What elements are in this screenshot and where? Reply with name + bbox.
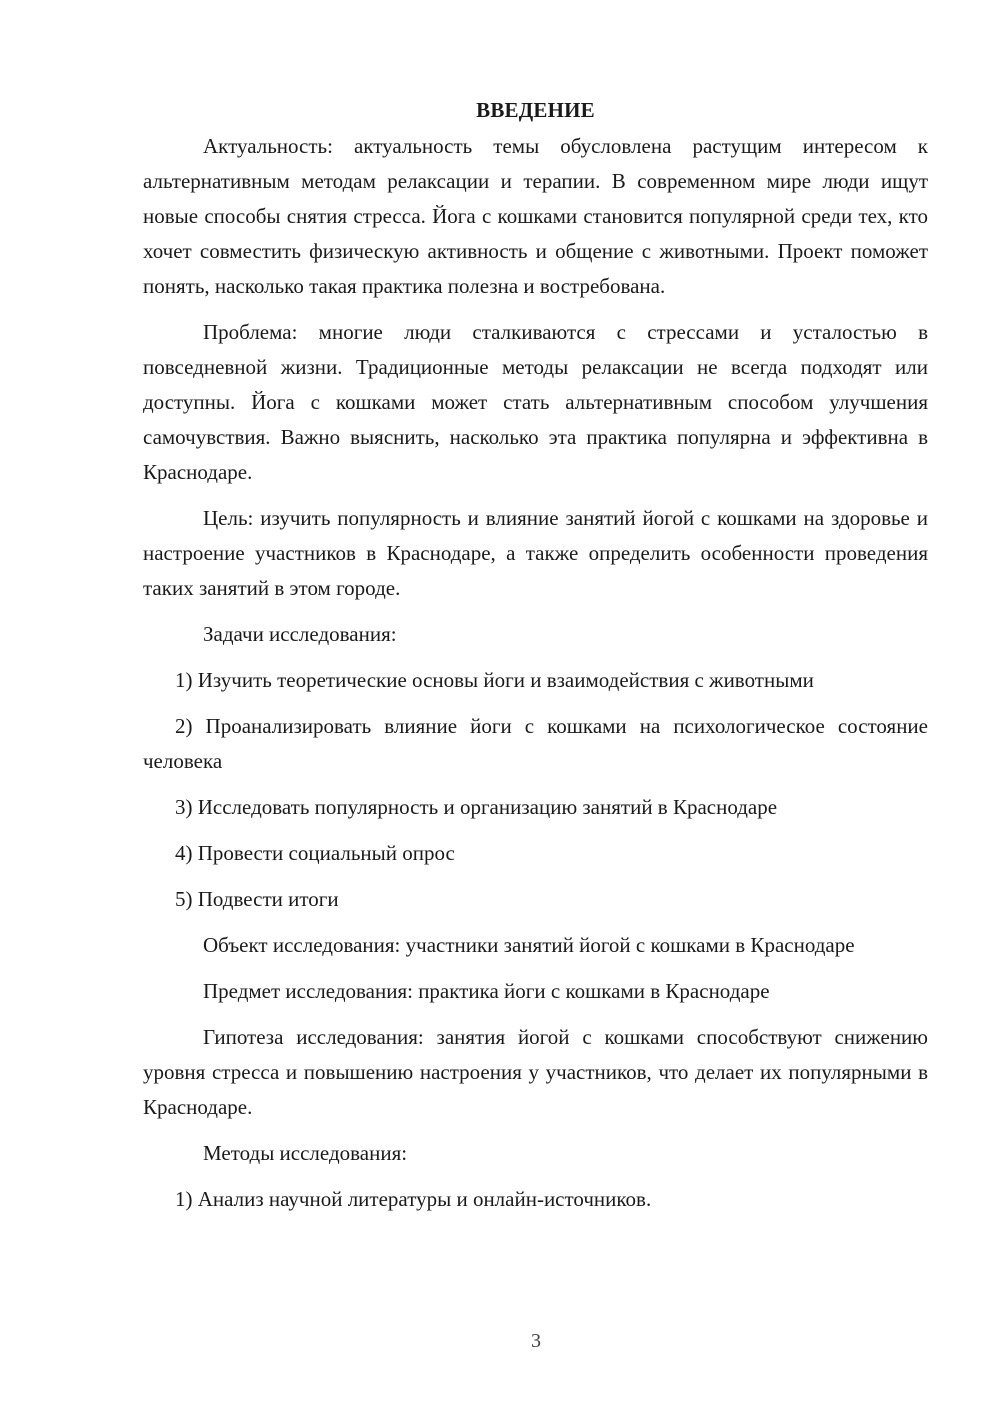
task-item-2: 2) Проанализировать влияние йоги с кошками на психологическое состояние человека <box>143 714 928 773</box>
page-title: ВВЕДЕНИЕ <box>476 98 595 122</box>
subject-paragraph: Предмет исследования: практика йоги с кошками в Краснодаре <box>203 979 770 1003</box>
method-item-1: 1) Анализ научной литературы и онлайн-источников. <box>175 1187 652 1211</box>
task-item-3: 3) Исследовать популярность и организацию занятий в Краснодаре <box>175 795 778 819</box>
page-content <box>143 93 928 1217</box>
methods-heading: Методы исследования: <box>203 1141 408 1165</box>
relevance-paragraph: Актуальность: актуальность темы обусловлена растущим интересом к альтернативным методам релаксации и терапии. В современном мире люди ищут новые способы снятия стресса. Йога с кошками становится популярной среди тех, кто хочет совместить физическую активность и общение с животными. Проект поможет понять, насколько такая практика полезна и востребована. <box>143 134 928 298</box>
tasks-heading: Задачи исследования: <box>203 622 397 646</box>
task-item-1: 1) Изучить теоретические основы йоги и взаимодействия с животными <box>175 668 814 692</box>
task-item-5: 5) Подвести итоги <box>175 887 339 911</box>
goal-paragraph: Цель: изучить популярность и влияние занятий йогой с кошками на здоровье и настроение участников в Краснодаре, а также определить особенности проведения таких занятий в этом городе. <box>143 506 928 600</box>
task-item-4: 4) Провести социальный опрос <box>175 841 455 865</box>
object-paragraph: Объект исследования: участники занятий йогой с кошками в Краснодаре <box>203 933 855 957</box>
hypothesis-paragraph: Гипотеза исследования: занятия йогой с кошками способствуют снижению уровня стресса и повышению настроения у участников, что делает их популярными в Краснодаре. <box>143 1025 928 1119</box>
page-number: 3 <box>531 1330 541 1352</box>
problem-paragraph: Проблема: многие люди сталкиваются с стрессами и усталостью в повседневной жизни. Традиционные методы релаксации не всегда подходят или доступны. Йога с кошками может стать альтернативным способом улучшения самочувствия. Важно выяснить, насколько эта практика популярна и эффективна в Краснодаре. <box>143 320 928 484</box>
